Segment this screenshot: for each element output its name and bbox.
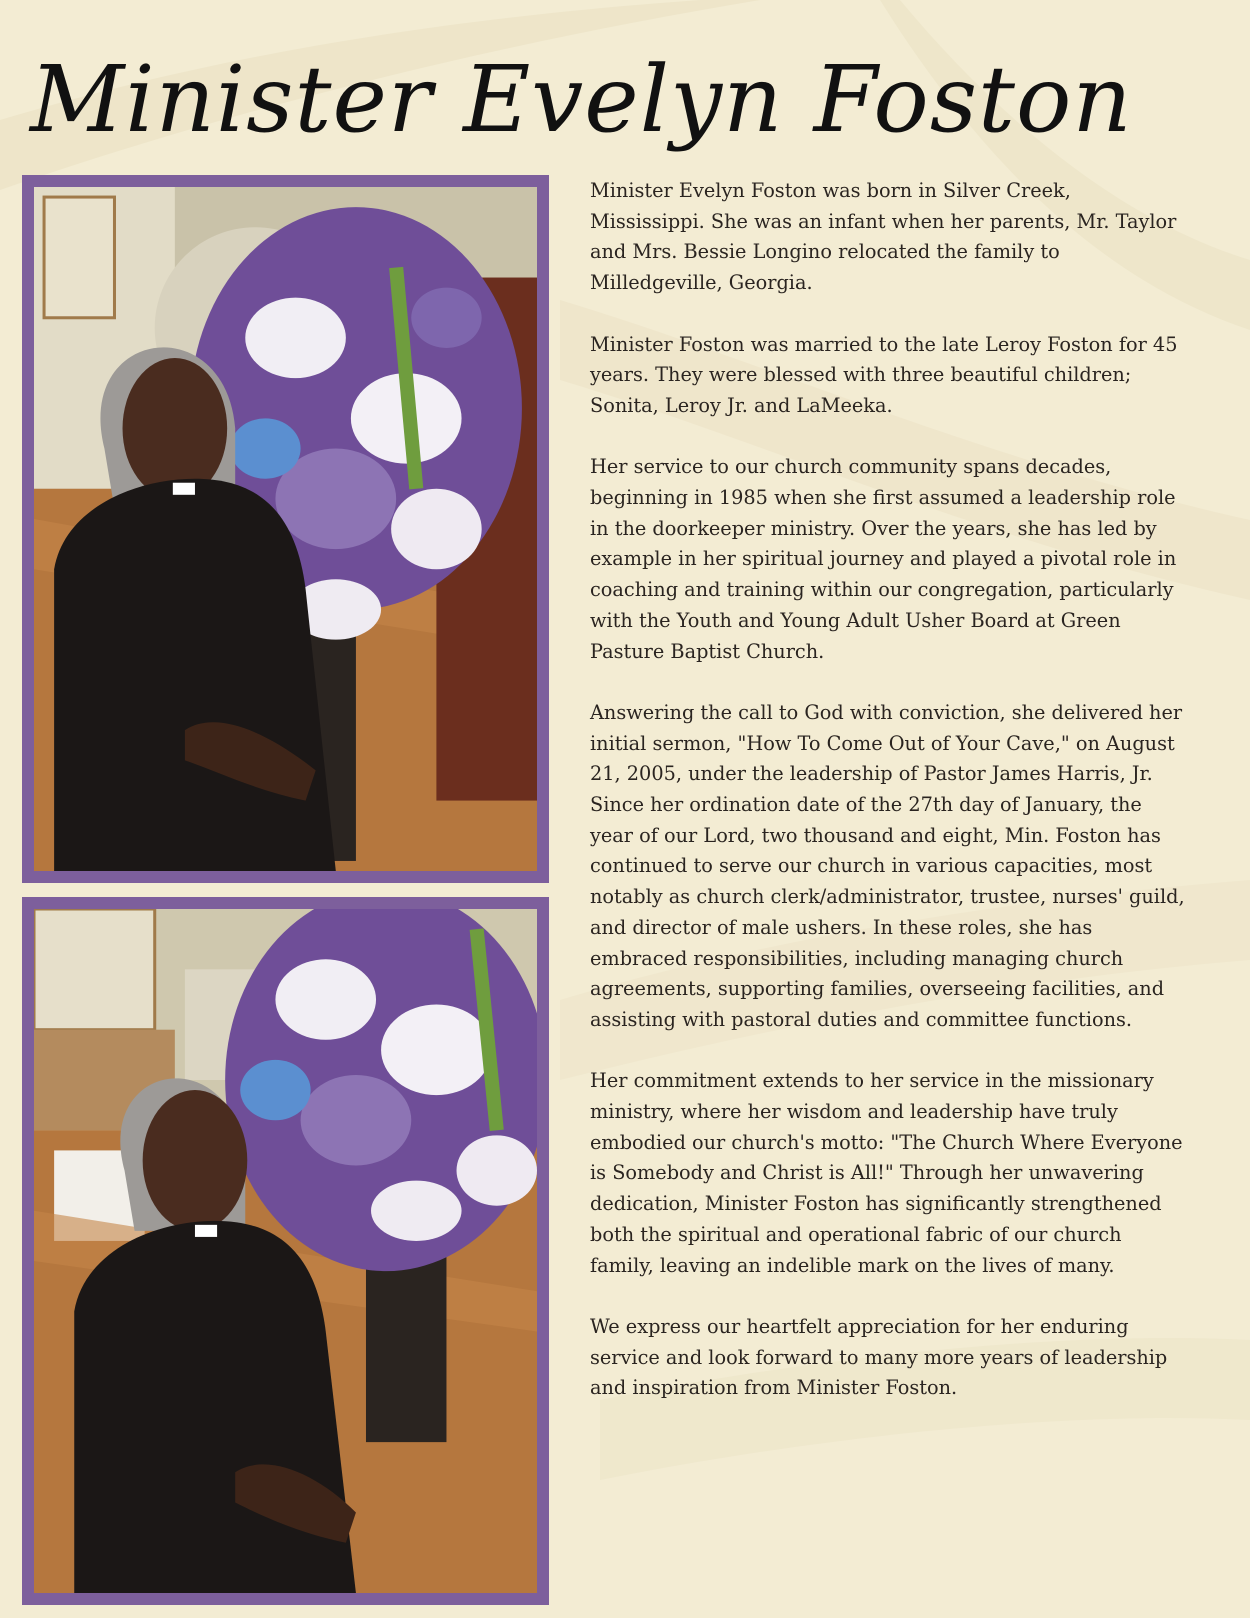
bio-paragraph: Answering the call to God with conviction, she delivered her initial sermon, "How To Come Out of Your Cave," on August 21, 2005, under the leadership of Pastor James Harris, Jr. Since her ordination date of the 27th day of January, the year of our Lord, two thousand and eight, Min. Foston has continued to serve our church in various capacities, most notably as church clerk/administrator, trustee, nurses' guild, and director of male ushers. In these roles, she has embraced responsibilities, including managing church agreements, supporting families, overseeing facilities, and assisting with pastoral duties and committee functions. — [590, 700, 1185, 1031]
bio-paragraph: We express our heartfelt appreciation for her enduring service and look forward to many more years of leadership and inspiration from Minister Foston. — [590, 1314, 1168, 1400]
portrait-photo — [34, 187, 537, 871]
portrait-photo-frame — [22, 897, 549, 1605]
portrait-photo — [34, 909, 537, 1593]
bio-paragraph: Her commitment extends to her service in the missionary ministry, where her wisdom and leadership have truly embodied our church's motto: "The Church Where Everyone is Somebody and Christ is All!" Through her unwavering dedication, Minister Foston has significantly strengthened both the spiritual and operational fabric of our church family, leaving an indelible mark on the lives of many. — [590, 1069, 1183, 1277]
bio-paragraph: Minister Foston was married to the late Leroy Foston for 45 years. They were blessed with three beautiful children; Sonita, Leroy Jr. and LaMeeka. — [590, 332, 1178, 417]
bio-paragraph: Minister Evelyn Foston was born in Silver Creek, Mississippi. She was an infant when her parents, Mr. Taylor and Mrs. Bessie Longino relocated the family to Milledgeville, Georgia. — [590, 179, 1177, 295]
bio-paragraph: Her service to our church community spans decades, beginning in 1985 when she first assumed a leadership role in the doorkeeper ministry. Over the years, she has led by example in her spiritual journey and played a pivotal role in coaching and training within our congregation, particularly with the Youth and Young Adult Usher Board at Green Pasture Baptist Church. — [590, 455, 1177, 663]
page-title: Minister Evelyn Foston — [30, 46, 1133, 153]
portrait-photo-frame — [22, 175, 549, 883]
biography — [590, 176, 1190, 1596]
